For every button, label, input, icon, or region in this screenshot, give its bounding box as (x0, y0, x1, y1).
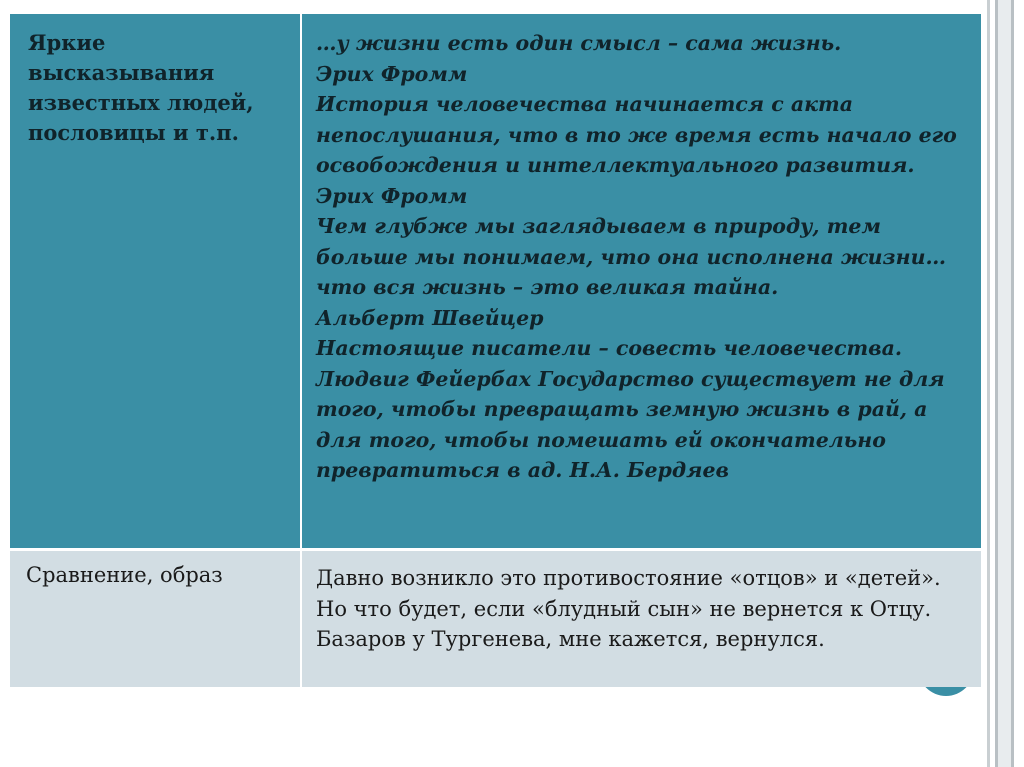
quote-author: Альберт Швейцер (316, 305, 544, 330)
content-table (10, 12, 981, 687)
table-cell-quotes (301, 13, 981, 550)
quotes-block (302, 14, 981, 486)
table-row (10, 13, 981, 550)
comparison-text: Давно возникло это противостояние «отцов» и «детей». Но что будет, если «блудный сын» не вернется к Отцу. Базаров у Тургенева, мне кажется, вернулся. (316, 566, 941, 651)
table-cell-text (301, 550, 981, 688)
quote-line: Настоящие писатели – совесть человечества. (316, 336, 903, 360)
table-cell-label (10, 13, 301, 550)
table-cell-label (10, 550, 301, 688)
row-label-comparison: Сравнение, образ (26, 563, 223, 587)
row-label-quotes: Яркие высказывания известных людей, пословицы и т.п. (28, 30, 254, 145)
slide-frame-decoration (983, 0, 1024, 767)
table-row (10, 550, 981, 688)
quote-line: Людвиг Фейербах Государство существует не для того, чтобы превращать земную жизнь в рай, а для того, чтобы помешать ей окончательно превратиться в ад. Н.А. Бердяев (316, 366, 945, 482)
quote-line: История человечества начинается с акта непослушания, что в то же время есть начало его освобождения и интеллектуального развития. Эрих Фромм (316, 92, 957, 208)
quote-line: Чем глубже мы заглядываем в природу, тем больше мы понимаем, что она исполнена жизни… что вся жизнь – это великая тайна. (316, 214, 946, 299)
quote-line: …у жизни есть один смысл – сама жизнь. (316, 31, 842, 55)
quote-author: Эрих Фромм (316, 61, 468, 86)
